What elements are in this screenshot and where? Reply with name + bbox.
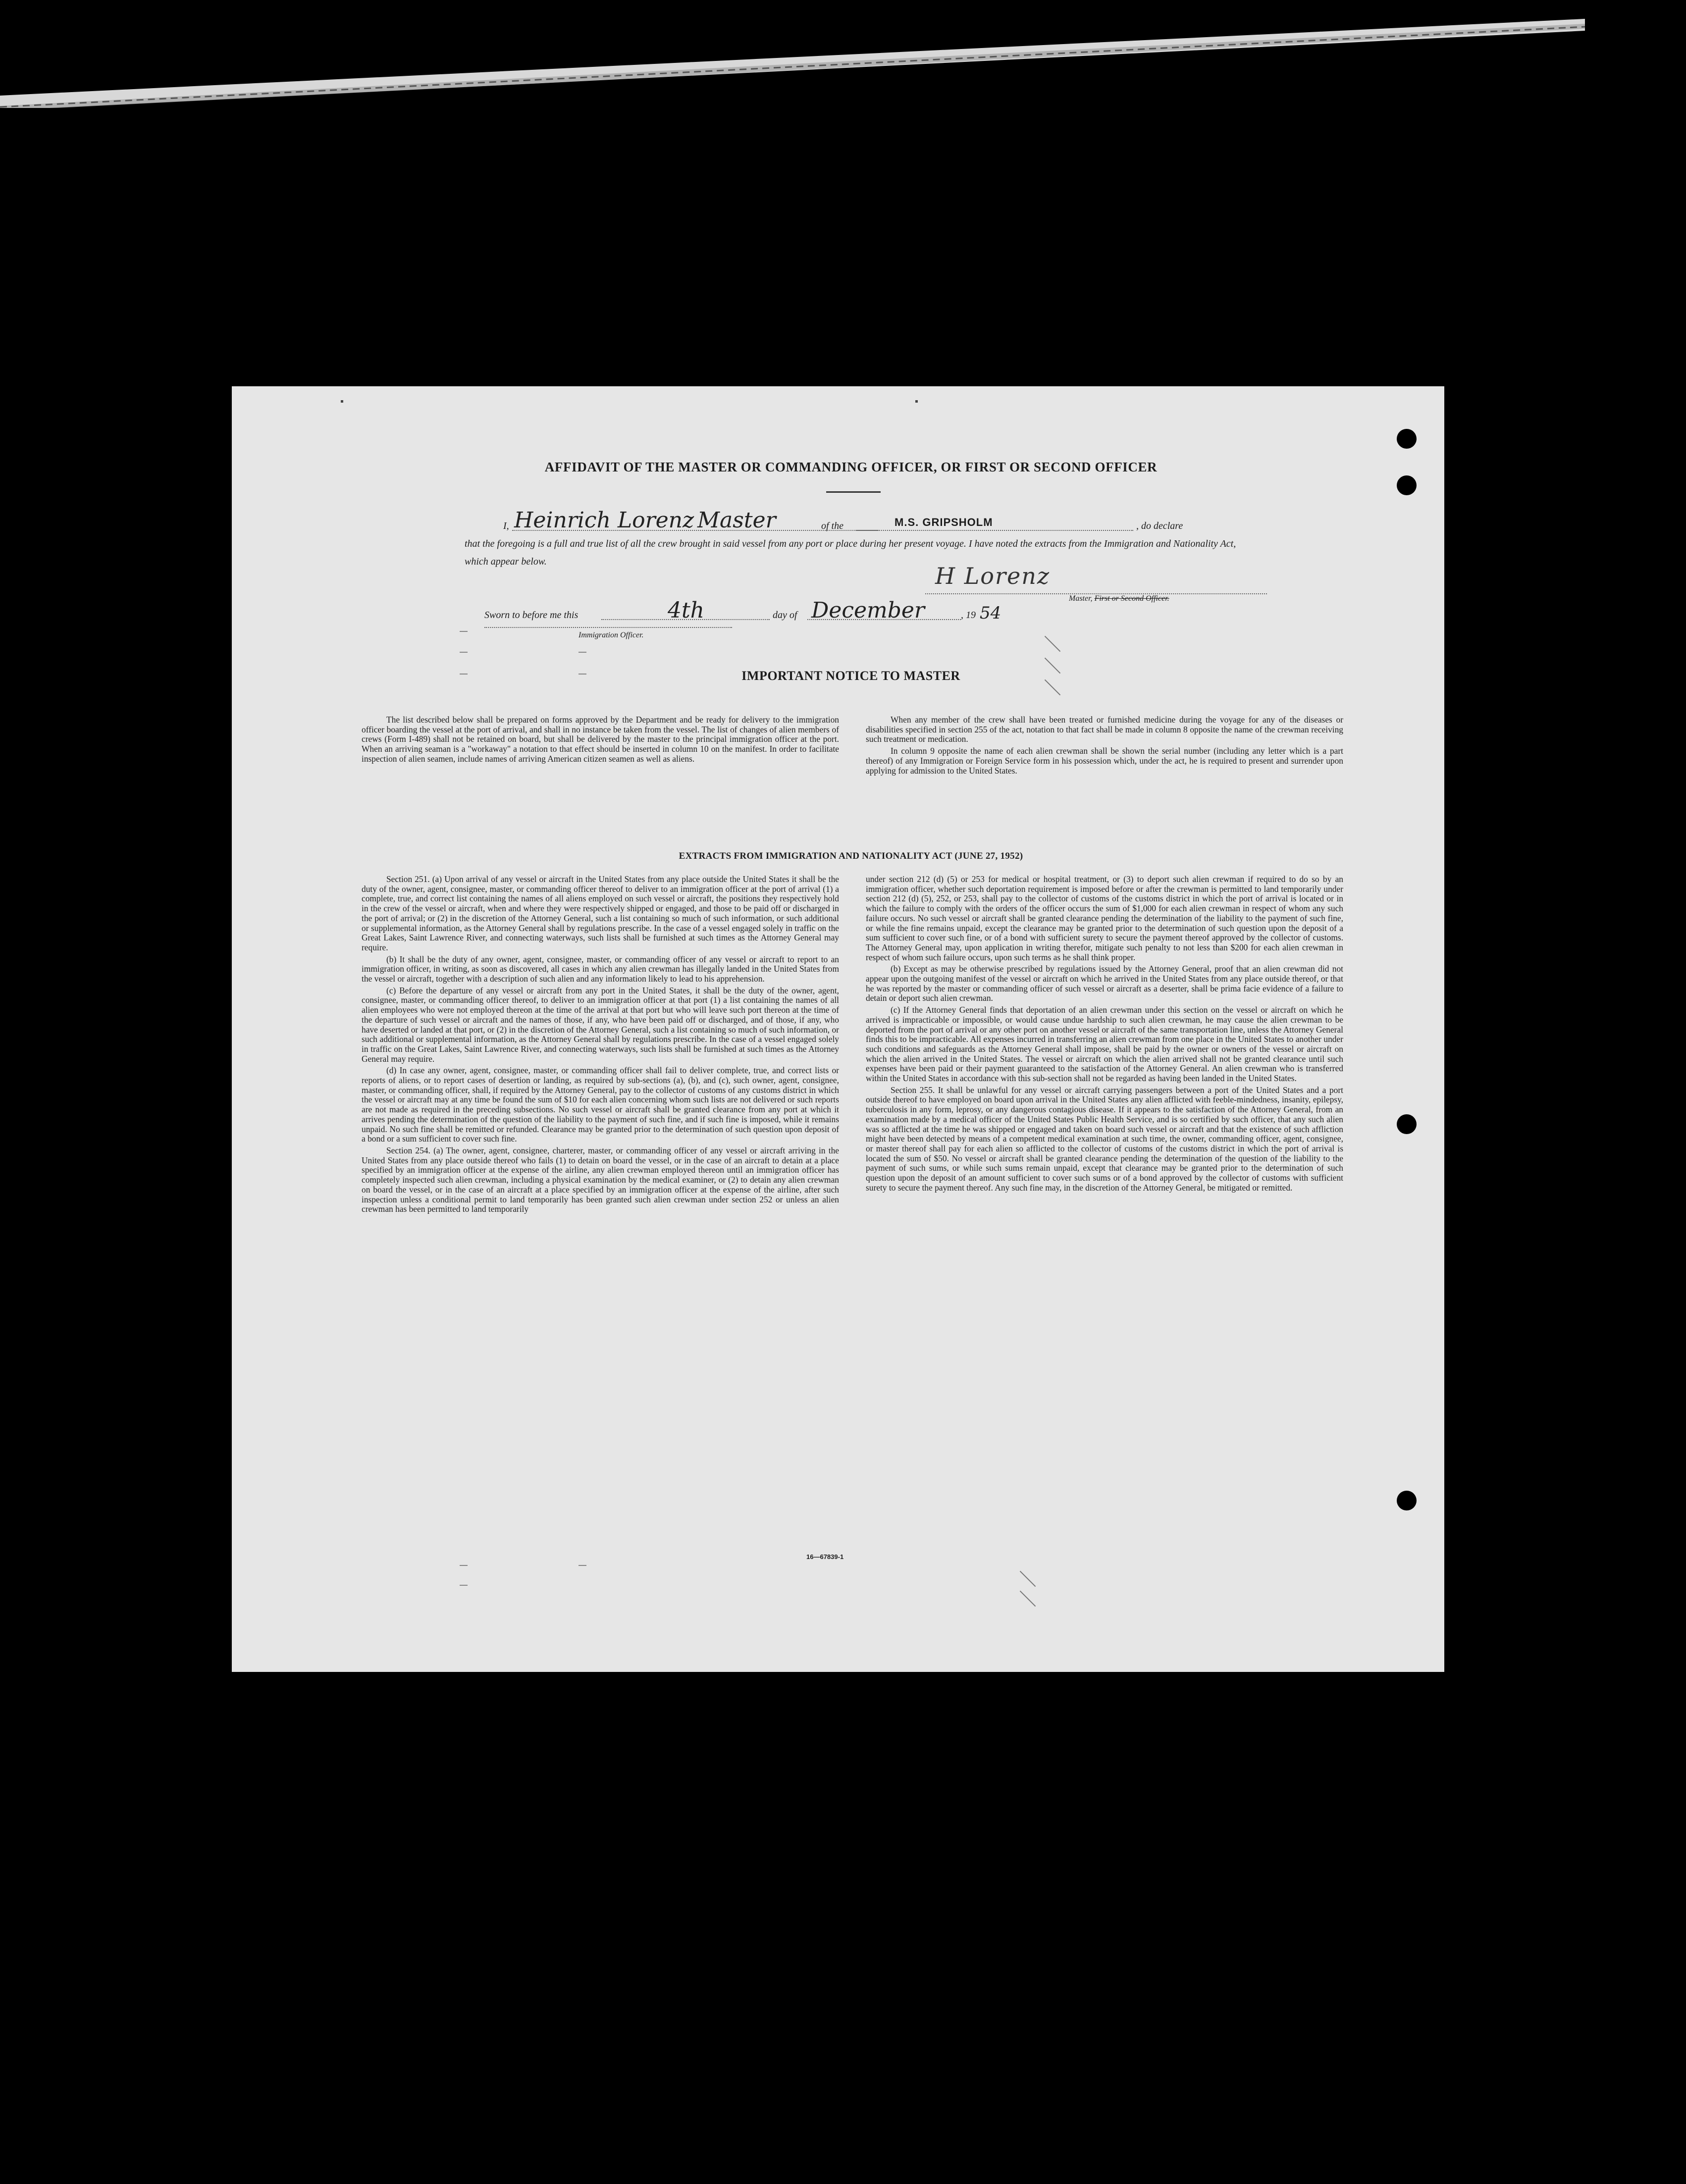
section-251-c: (c) Before the departure of any vessel or aircraft from any port in the United States, it shall be the duty of the owner, agent, consignee, master, or commanding officer thereof, to deliver to an immigration officer at that port (1) a list containing the names of all alien employees who were not employed thereon at the time of the arrival at that port but who will leave such port thereon at the time of the departure of such vessel or aircraft and the names of those, if any, who have been paid off or discharged, and of those, if any, who have deserted or landed at that port, or (2) in the discretion of the Attorney General, such a list containing so much of such information, or such additional or supplemental information, as the Attorney General shall by regulations prescribe. In the case of a vessel engaged solely in traffic on the Great Lakes, Saint Lawrence River, and connecting waterways, such lists shall be furnished at such times as the Attorney General may require.	[362, 985, 839, 1064]
handwritten-name: Heinrich Lorenz	[514, 508, 694, 533]
section-251-b: (b) It shall be the duty of any owner, agent, consignee, master, or commanding officer of any vessel or aircraft to report to an immigration officer, in writing, as soon as discovered, all cases in which any alien crewman has illegally landed in the United States from the vessel or aircraft, together with a description of such alien and any information likely to lead to his apprehension.	[362, 954, 839, 984]
section-254-a: Section 254. (a) The owner, agent, consignee, charterer, master, or commanding officer of any vessel or aircraft arriving in the United States from any place outside thereof who fails (1) to detain on board the vessel, or in the case of an aircraft to detain at a place specified by an immigration officer at the expense of the airline, any alien crewman employed thereon until an immigration officer has completely inspected such alien crewman, including a physical examination by the medical examiner, or (2) to detain any alien crewman on board the vessel, or in the case of an aircraft at a place specified by an immigration officer at the expense of the airline, after such inspection unless a conditional permit to land temporarily has been granted such alien crewman under section 252 or unless an alien crewman has been permitted to land temporarily	[362, 1145, 839, 1214]
form-number: 16—67839-1	[806, 1553, 844, 1560]
bleed-mark	[460, 674, 468, 675]
bleed-mark	[579, 652, 586, 653]
declaration-line	[465, 508, 1237, 534]
title-rule	[826, 491, 881, 493]
film-edge-strip	[0, 9, 1585, 108]
notice-title: IMPORTANT NOTICE TO MASTER	[741, 669, 960, 683]
corner-mark	[915, 400, 918, 403]
section-254-b: (b) Except as may be otherwise prescribed by regulations issued by the Attorney General, proof that an alien crewman did not appear upon the outgoing manifest of the vessel or aircraft on which he arrived in the United States from any place outside thereof, or that he was reported by the master or commanding officer of such vessel or aircraft as a deserter, shall be prima facie evidence of a failure to detain or deport such alien crewman.	[866, 964, 1343, 1003]
punch-hole	[1397, 1491, 1417, 1510]
declaration-body: that the foregoing is a full and true list of all the crew brought in said vessel from any port or place during her present voyage. I have noted the extracts from the Immigration and Nationality Act, which appear below.	[465, 538, 1236, 567]
extracts-left-column	[362, 875, 839, 1216]
bleed-mark	[579, 1565, 586, 1566]
punch-hole	[1397, 1114, 1417, 1134]
section-251-d: (d) In case any owner, agent, consignee, master, or commanding officer shall fail to deliver complete, true, and correct lists or reports of aliens, or to report cases of desertion or landing, as required by sub-sections (a), (b), and (c), such owner, agent, consignee, master, or commanding officer, shall, if required by the Attorney General, pay to the collector of customs of any customs district in which the vessel or aircraft may at any time be found the sum of $10 for each alien concerning whom such lists are not delivered or such reports are not made as required in the preceding subsections. No such vessel or aircraft shall be granted clearance from any port at which it arrives pending the determination of the question of the liability to the payment of such fine, and if such fine is imposed, while it remains unpaid. No such fine shall be remitted or refunded. Clearance may be granted prior to the determination of such question upon deposit of a bond or a sum sufficient to cover such fine.	[362, 1065, 839, 1144]
punch-hole	[1397, 429, 1417, 449]
master-caption: Master,	[1069, 594, 1093, 603]
bleed-mark	[460, 652, 468, 653]
notice-left-paragraph: The list described below shall be prepared on forms approved by the Department and be ready for delivery to the immigration officer boarding the vessel at the port of arrival, and shall in no instance be taken from the vessel. The list of changes of alien members of crews (Form I-489) shall not be retained on board, but shall be delivered by the master to the principal immigration officer at the port. When an arriving seaman is a "workaway" a notation to that effect should be inserted in column 10 on the manifest. In order to facilitate inspection of alien seamen, include names of arriving American citizen seamen as well as aliens.	[362, 715, 839, 764]
bleed-mark	[460, 1585, 468, 1586]
bleed-mark	[460, 631, 468, 632]
ship-name-stamp: M.S. GRIPSHOLM	[895, 516, 993, 528]
immigration-officer-caption: Immigration Officer.	[579, 631, 644, 639]
notice-right-paragraph-1: When any member of the crew shall have been treated or furnished medicine during the voyage for any of the diseases or disabilities specified in section 255 of the act, notation to that fact shall be made in column 8 opposite the name of the crewman receiving such treatment or medication.	[866, 715, 1343, 744]
year-prefix: , 19	[961, 610, 976, 621]
section-251-a: Section 251. (a) Upon arrival of any vessel or aircraft in the United States from any place outside the United States it shall be the duty of the owner, agent, consignee, master, or commanding officer thereof to deliver to an immigration officer at the port of arrival (1) a complete, true, and correct list containing the names of all aliens employed on such vessel or aircraft, the positions they respectively hold in the crew of the vessel or aircraft, when and where they were respectively shipped or engaged, and those to be paid off or discharged in the port of arrival; or (2) in the discretion of the Attorney General, such a list containing so much of such information, or such additional or supplemental information, as the Attorney General shall by regulations prescribe. In the case of a vessel engaged solely in traffic on the Great Lakes, Saint Lawrence River, and connecting waterways, such lists shall be furnished at such times as the Attorney General may require.	[362, 874, 839, 952]
bleed-mark	[460, 1565, 468, 1566]
bleed-mark	[1045, 636, 1061, 652]
declaration-prefix: I,	[503, 520, 509, 531]
handwritten-year: 54	[980, 603, 1001, 623]
corner-mark	[341, 400, 343, 403]
bleed-mark	[1020, 1571, 1036, 1587]
master-signature: H Lorenz	[935, 563, 1051, 589]
section-254-a-continued: under section 212 (d) (5) or 253 for medical or hospital treatment, or (3) to deport such alien crewman if required to do so by an immigration officer, whether such deportation requirement is imposed before or after the crewman is permitted to land temporarily under section 212 (d) (5), 252, or 253, shall pay to the collector of customs of the customs district in which the port of arrival is located or in which the failure to comply with the orders of the officer occurs the sum of $1,000 for each alien crewman in respect of whom any such failure occurs. No such vessel or aircraft shall be granted clearance pending the determination of the liability to the payment of such fine, or while the fine remains unpaid, except the clearance may be granted prior to the determination of such question upon the deposit of a sum sufficient to cover such fine, or of a bond with sufficient surety to secure the payment thereof approved by the collector of customs. The Attorney General may, upon application in writing therefor, mitigate such penalty to not less than $200 for each alien crewman in respect of whom such failure occurs, upon such terms as he shall think proper.	[866, 874, 1343, 962]
notice-right-column	[866, 715, 1343, 778]
bleed-mark	[579, 674, 586, 675]
handwritten-rank: Master	[697, 508, 776, 533]
extracts-title: EXTRACTS FROM IMMIGRATION AND NATIONALITY ACT (JUNE 27, 1952)	[679, 851, 1023, 861]
handwritten-month: December	[811, 598, 925, 623]
immigration-officer-line	[484, 627, 732, 628]
extracts-right-column	[866, 875, 1343, 1195]
bleed-mark	[1020, 1591, 1036, 1607]
sworn-label: Sworn to before me this	[484, 610, 579, 621]
ship-field-line	[856, 530, 1133, 531]
do-declare-label: , do declare	[1136, 520, 1183, 531]
affidavit-page	[232, 386, 1444, 1672]
notice-right-paragraph-2: In column 9 opposite the name of each alien crewman shall be shown the serial number (including any letter which is a part thereof) of any Immigration or Foreign Service form in his possession which, under the act, he is required to present and surrender upon applying for admission to the United States.	[866, 746, 1343, 776]
day-of-label: day of	[773, 610, 797, 621]
section-255: Section 255. It shall be unlawful for any vessel or aircraft carrying passengers between a port of the United States and a port outside thereof to have employed on board upon arrival in the United States any alien afflicted with feeble-mindedness, insanity, epilepsy, tuberculosis in any form, leprosy, or any dangerous contagious disease. If it appears to the satisfaction of the Attorney General, from an examination made by a medical officer of the United States Public Health Service, and is so certified by such officer, that any such alien was so afflicted at the time he was shipped or engaged and taken on board such vessel or aircraft and that the existence of such affliction might have been detected by means of a competent medical examination at such time, the owner, commanding officer, agent, consignee, or master thereof shall pay for each alien so afflicted to the collector of customs of the customs district in which the port of arrival is located the sum of $50. No vessel or aircraft shall be granted clearance pending the determination of the question of the liability to the payment of such sums, or while such sums remain unpaid, except that clearance may be granted prior to the determination of such question upon the deposit of an amount sufficient to cover such sums or of a bond approved by the collector of customs with sufficient surety to secure the payment thereof. Any such fine may, in the discretion of the Attorney General, be mitigated or remitted.	[866, 1085, 1343, 1193]
struck-officer-caption: First or Second Officer.	[1094, 594, 1169, 603]
affidavit-title: AFFIDAVIT OF THE MASTER OR COMMANDING OFFICER, OR FIRST OR SECOND OFFICER	[544, 460, 1158, 474]
notice-left-column	[362, 715, 839, 766]
section-254-c: (c) If the Attorney General finds that deportation of an alien crewman under this section on the vessel or aircraft on which he arrived is impracticable or impossible, or would cause undue hardship to such alien crewman, he may cause the alien crewman to be deported from the port of arrival or any other port on another vessel or aircraft of the same transportation line, unless the Attorney General finds this to be impracticable. All expenses incurred in transferring an alien crewman from one place in the United States to another under such conditions and safeguards as the Attorney General shall impose, shall be paid by the owner or owners of the vessel or aircraft on which the alien arrived in the United States. The vessel or aircraft on which the alien arrived shall not be granted clearance until such expenses have been paid or their payment guaranteed to the satisfaction of the Attorney General. An alien crewman who is transferred within the United States in accordance with this sub-section shall not be regarded as having been landed in the United States.	[866, 1005, 1343, 1084]
sworn-line	[484, 594, 1257, 624]
handwritten-day: 4th	[668, 598, 705, 623]
of-the-label: of the	[821, 520, 843, 531]
punch-hole	[1397, 475, 1417, 495]
